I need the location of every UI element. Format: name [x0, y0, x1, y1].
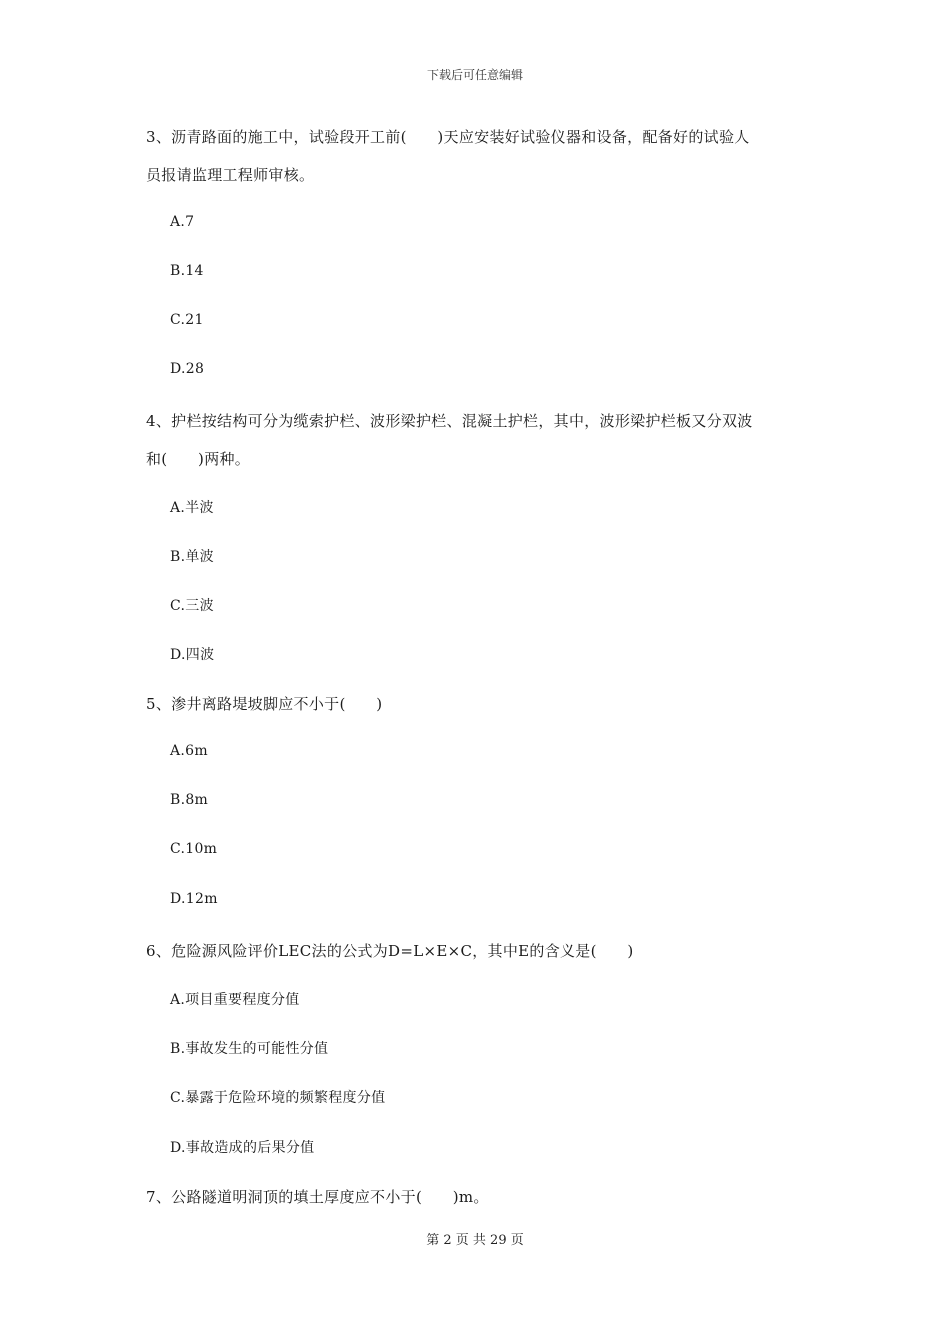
- page-number-footer: 第 2 页 共 29 页: [426, 1233, 524, 1248]
- question-5-option-a: A.6m: [170, 743, 208, 759]
- question-6-text-line-1: 6、危险源风险评价LEC法的公式为D=L×E×C，其中E的含义是( ): [146, 942, 634, 960]
- question-3-text-line-1: 3、沥青路面的施工中，试验段开工前( )天应安装好试验仪器和设备，配备好的试验人: [146, 128, 750, 146]
- question-6-option-a: A.项目重要程度分值: [170, 992, 300, 1008]
- question-6-option-c: C.暴露于危险环境的频繁程度分值: [170, 1090, 386, 1106]
- question-7-text-line-1: 7、公路隧道明洞顶的填土厚度应不小于( )m。: [146, 1188, 489, 1206]
- question-4-option-a: A.半波: [170, 500, 214, 516]
- question-3-option-b: B.14: [170, 263, 204, 279]
- question-3-option-a: A.7: [170, 214, 195, 230]
- question-6-option-b: B.事故发生的可能性分值: [170, 1041, 329, 1057]
- question-3-option-c: C.21: [170, 312, 204, 328]
- question-5-option-b: B.8m: [170, 792, 209, 808]
- question-5-option-d: D.12m: [170, 891, 218, 907]
- question-6-option-d: D.事故造成的后果分值: [170, 1140, 315, 1156]
- question-5-option-c: C.10m: [170, 841, 218, 857]
- question-4-option-c: C.三波: [170, 598, 214, 614]
- question-3-option-d: D.28: [170, 361, 205, 377]
- question-4-text-line-1: 4、护栏按结构可分为缆索护栏、波形梁护栏、混凝土护栏，其中，波形梁护栏板又分双波: [146, 412, 753, 430]
- question-4-option-b: B.单波: [170, 549, 214, 565]
- question-4-option-d: D.四波: [170, 647, 215, 663]
- question-5-text-line-1: 5、渗井离路堤坡脚应不小于( ): [146, 695, 383, 713]
- question-4-text-line-2: 和( )两种。: [146, 450, 251, 468]
- page-header-note: 下载后可任意编辑: [426, 68, 523, 82]
- question-3-text-line-2: 员报请监理工程师审核。: [146, 166, 315, 184]
